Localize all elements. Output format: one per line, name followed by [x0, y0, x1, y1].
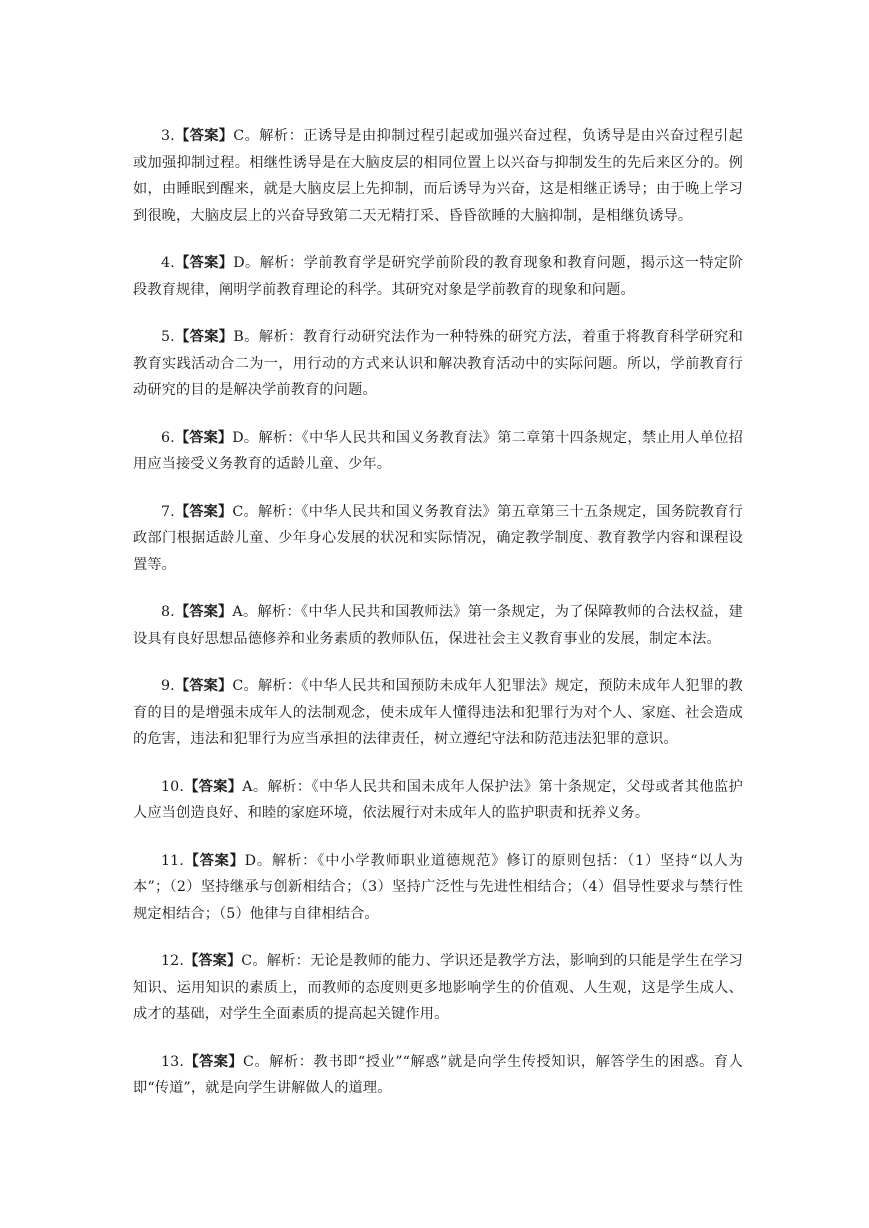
answer-tag: 【答案】: [174, 678, 233, 694]
explanation-text: 。解析：无论是教师的能力、学识还是教学方法，影响到的只能是学生在学习知识、运用知识的素质上，而教师的态度则更多地影响学生的价值观、人生观，这是学生成人、成才的基础，对学生全面素质的提高起关键作用。: [133, 953, 743, 1022]
answer-letter: C: [232, 678, 244, 694]
explanation-text: 。解析：《中华人民共和国教师法》第一条规定，为了保障教师的合法权益，建设具有良好思想品德修养和业务素质的教师队伍，保进社会主义教育事业的发展，制定本法。: [133, 604, 743, 647]
explanation-text: 。解析：《中华人民共和国义务教育法》第五章第三十五条规定，国务院教育行政部门根据适龄儿童、少年身心发展的状况和实际情况，确定教学制度、教育教学内容和课程设置等。: [133, 503, 743, 573]
answer-letter: D: [233, 255, 245, 271]
answer-tag: 【答案】: [184, 953, 242, 969]
answer-entry-7: [133, 499, 743, 579]
answer-letter: C: [233, 128, 245, 144]
question-number: 10.: [161, 778, 185, 795]
question-number: 12.: [161, 953, 185, 969]
answer-entry-4: [133, 250, 743, 303]
answer-tag: 【答案】: [174, 503, 233, 520]
answer-letter: C: [241, 953, 253, 969]
question-number: 11.: [161, 852, 185, 869]
answer-letter: D: [244, 852, 257, 869]
answer-letter: C: [232, 503, 244, 520]
answer-entry-11: [133, 848, 743, 928]
answer-tag: 【答案】: [184, 852, 245, 869]
answer-entry-12: [133, 948, 743, 1028]
question-number: 9.: [161, 678, 175, 694]
answer-entry-5: [133, 324, 743, 404]
answer-entry-9: [133, 673, 743, 753]
answer-letter: A: [232, 604, 243, 620]
answer-tag: 【答案】: [174, 604, 233, 620]
answer-tag: 【答案】: [184, 1053, 243, 1070]
answer-letter: C: [242, 1053, 254, 1070]
answer-tag: 【答案】: [174, 128, 234, 144]
answer-letter: B: [233, 329, 244, 345]
question-number: 13.: [161, 1053, 185, 1070]
answer-tag: 【答案】: [174, 429, 233, 446]
explanation-text: 。解析：教书即“授业”“解惑”就是向学生传授知识，解答学生的困惑。育人即“传道”，就是向学生讲解做人的道理。: [133, 1053, 743, 1096]
answer-tag: 【答案】: [174, 329, 234, 345]
explanation-text: 。解析：《中华人民共和国预防未成年人犯罪法》规定，预防未成年人犯罪的教育的目的是增强未成年人的法制观念，使未成年人懂得违法和犯罪行为对个人、家庭、社会造成的危害，违法和犯罪行为应当承担的法律责任，树立遵纪守法和防范违法犯罪的意识。: [133, 678, 743, 747]
question-number: 4.: [161, 255, 175, 271]
answer-letter: A: [242, 778, 253, 795]
explanation-text: 。解析：正诱导是由抑制过程引起或加强兴奋过程，负诱导是由兴奋过程引起或加强抑制过程。相继性诱导是在大脑皮层的相同位置上以兴奋与抑制发生的先后来区分的。例如，由睡眠到醒来，就是大脑皮层上先抑制，而后诱导为兴奋，这是相继正诱导；由于晚上学习到很晚，大脑皮层上的兴奋导致第二天无精打采、昏昏欲睡的大脑抑制，是相继负诱导。: [133, 128, 743, 224]
question-number: 6.: [161, 429, 175, 446]
answer-entry-8: [133, 599, 743, 652]
explanation-text: 。解析：学前教育学是研究学前阶段的教育现象和教育问题，揭示这一特定阶段教育规律，阐明学前教育理论的科学。其研究对象是学前教育的现象和问题。: [133, 255, 743, 298]
explanation-text: 。解析：《中小学教师职业道德规范》修订的原则包括：（1）坚持“以人为本”；（2）坚持继承与创新相结合；（3）坚持广泛性与先进性相结合；（4）倡导性要求与禁行性规定相结合；（5）他律与自律相结合。: [133, 852, 743, 922]
explanation-text: 。解析：《中华人民共和国未成年人保护法》第十条规定，父母或者其他监护人应当创造良好、和睦的家庭环境，依法履行对未成年人的监护职责和抚养义务。: [133, 778, 743, 821]
question-number: 5.: [161, 329, 175, 345]
answer-entry-3: [133, 123, 743, 229]
answer-entry-13: [133, 1049, 743, 1102]
question-number: 8.: [161, 604, 175, 620]
question-number: 7.: [161, 503, 175, 520]
answer-letter: D: [232, 429, 244, 446]
answer-entry-6: [133, 425, 743, 478]
explanation-text: 。解析：《中华人民共和国义务教育法》第二章第十四条规定，禁止用人单位招用应当接受义务教育的适龄儿童、少年。: [133, 429, 743, 472]
answer-tag: 【答案】: [184, 778, 243, 795]
question-number: 3.: [161, 128, 175, 144]
explanation-text: 。解析：教育行动研究法作为一种特殊的研究方法，着重于将教育科学研究和教育实践活动合二为一，用行动的方式来认识和解决教育活动中的实际问题。所以，学前教育行动研究的目的是解决学前教育的问题。: [133, 329, 743, 398]
answer-key-document: [133, 123, 743, 1123]
answer-tag: 【答案】: [174, 255, 234, 271]
answer-entry-10: [133, 774, 743, 827]
